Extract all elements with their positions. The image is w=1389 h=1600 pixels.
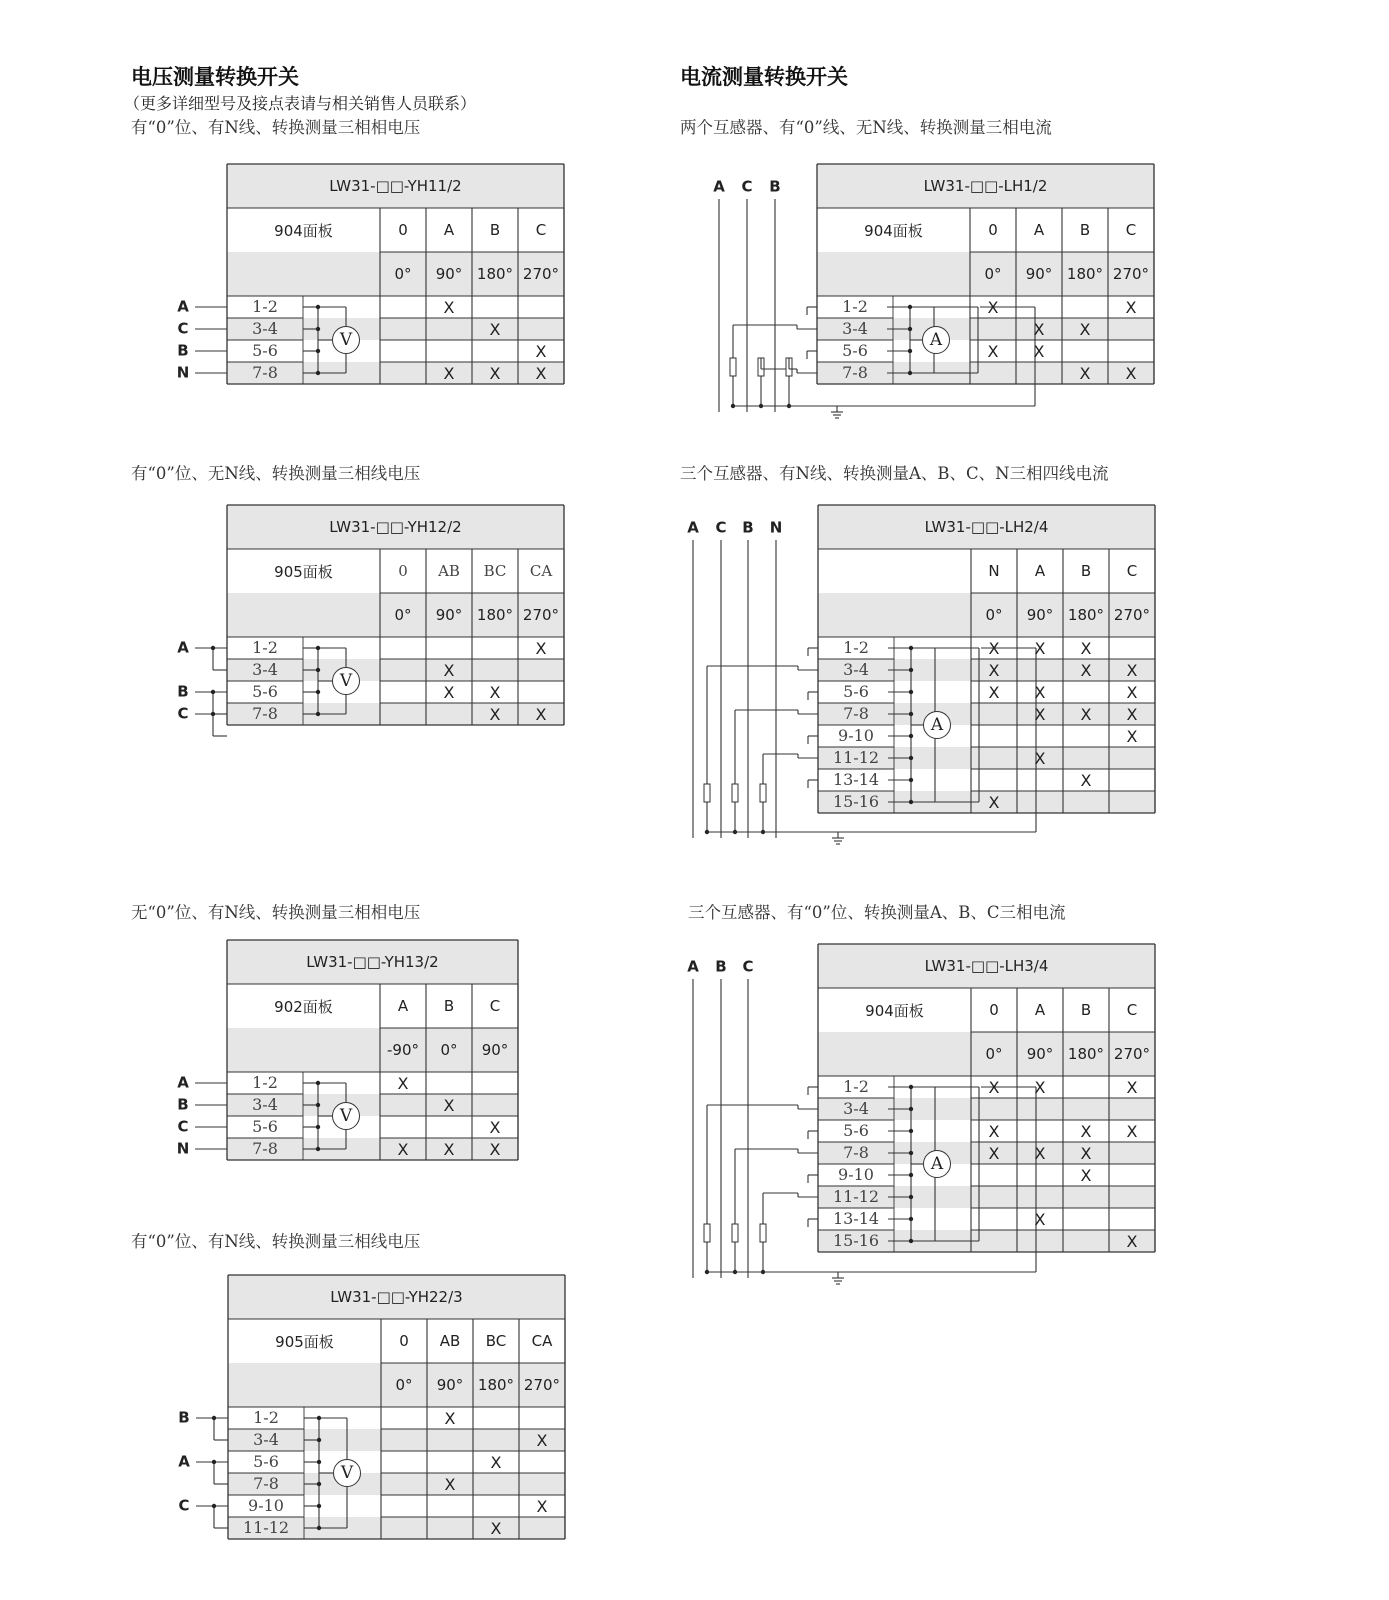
current-transformer bbox=[732, 1224, 738, 1242]
position-label: 0 bbox=[398, 562, 408, 580]
contact-closed-mark: X bbox=[1034, 749, 1046, 768]
contact-closed-mark: X bbox=[490, 1453, 502, 1472]
junction-dot bbox=[909, 1239, 913, 1243]
contact-closed-mark: X bbox=[1125, 298, 1137, 317]
caption-yh12: 有“0”位、无N线、转换测量三相线电压 bbox=[131, 464, 421, 483]
contact-label: 1-2 bbox=[842, 297, 868, 316]
angle-label: 90° bbox=[426, 252, 472, 296]
angle-label: 270° bbox=[519, 1363, 565, 1407]
caption-yh22: 有“0”位、有N线、转换测量三相线电压 bbox=[131, 1232, 421, 1251]
contact-closed-mark: X bbox=[988, 639, 1000, 658]
phase-label-n: N bbox=[176, 1139, 190, 1158]
position-label: AB bbox=[438, 562, 460, 580]
contact-label: 1-2 bbox=[843, 1077, 869, 1096]
position-label: B bbox=[489, 221, 501, 239]
voltage-section-title: 电压测量转换开关 bbox=[131, 65, 299, 89]
phase-label-a: A bbox=[687, 518, 699, 537]
angle-label: 0° bbox=[381, 1363, 427, 1407]
contact-sales-note: （更多详细型号及接点表请与相关销售人员联系） bbox=[124, 94, 477, 113]
phase-label-c: C bbox=[177, 1117, 189, 1136]
angle-label: 180° bbox=[1063, 1032, 1109, 1076]
meter-voltmeter: V bbox=[332, 326, 360, 354]
meter-ammeter: A bbox=[923, 711, 951, 739]
contact-closed-mark: X bbox=[987, 342, 999, 361]
contact-closed-mark: X bbox=[988, 1078, 1000, 1097]
contact-closed-mark: X bbox=[988, 1122, 1000, 1141]
contact-closed-mark: X bbox=[397, 1074, 409, 1093]
contact-closed-mark: X bbox=[444, 1409, 456, 1428]
caption-yh13: 无“0”位、有N线、转换测量三相相电压 bbox=[131, 903, 421, 922]
position-label: B bbox=[1080, 562, 1092, 580]
current-section-title: 电流测量转换开关 bbox=[680, 65, 848, 89]
phase-label-b: B bbox=[177, 682, 189, 701]
phase-label-b: B bbox=[769, 177, 781, 196]
phase-label-c: C bbox=[178, 1496, 190, 1515]
angle-label: 0° bbox=[426, 1028, 472, 1072]
contact-closed-mark: X bbox=[1079, 320, 1091, 339]
contact-closed-mark: X bbox=[988, 661, 1000, 680]
position-label: CA bbox=[529, 562, 553, 580]
contact-closed-mark: X bbox=[535, 639, 547, 658]
contact-label: 15-16 bbox=[832, 792, 880, 811]
phase-label-a: A bbox=[687, 957, 699, 976]
contact-closed-mark: X bbox=[443, 1096, 455, 1115]
junction-dot bbox=[909, 1217, 913, 1221]
phase-label-a: A bbox=[713, 177, 725, 196]
contact-label: 5-6 bbox=[252, 1117, 278, 1136]
position-label: C bbox=[535, 221, 547, 239]
phase-label-c: C bbox=[177, 704, 189, 723]
angle-label: 0° bbox=[380, 593, 426, 637]
junction-dot bbox=[909, 1107, 913, 1111]
angle-label: 270° bbox=[1109, 593, 1155, 637]
contact-closed-mark: X bbox=[443, 364, 455, 383]
contact-label: 3-4 bbox=[252, 1095, 278, 1114]
phase-label-c: C bbox=[742, 957, 754, 976]
angle-label: 270° bbox=[1108, 252, 1154, 296]
phase-label-a: A bbox=[177, 297, 189, 316]
model-header: LW31-□□-LH1/2 bbox=[817, 164, 1154, 208]
contact-label: 5-6 bbox=[253, 1452, 279, 1471]
panel-label: 904面板 bbox=[865, 1001, 924, 1020]
contact-closed-mark: X bbox=[1080, 771, 1092, 790]
caption-lh2: 三个互感器、有N线、转换测量A、B、C、N三相四线电流 bbox=[680, 464, 1109, 483]
angle-label: 180° bbox=[1062, 252, 1108, 296]
contact-label: 3-4 bbox=[252, 319, 278, 338]
angle-label: 0° bbox=[971, 1032, 1017, 1076]
junction-dot bbox=[909, 1129, 913, 1133]
contact-closed-mark: X bbox=[1079, 364, 1091, 383]
contact-closed-mark: X bbox=[1080, 639, 1092, 658]
junction-dot bbox=[909, 1151, 913, 1155]
position-label: A bbox=[1034, 562, 1046, 580]
contact-label: 3-4 bbox=[252, 660, 278, 679]
position-label: A bbox=[1033, 221, 1045, 239]
phase-label-b: B bbox=[742, 518, 754, 537]
panel-label: 904面板 bbox=[864, 221, 923, 240]
contact-closed-mark: X bbox=[443, 661, 455, 680]
position-label: A bbox=[397, 997, 409, 1015]
contact-label: 13-14 bbox=[832, 1209, 880, 1228]
contact-label: 9-10 bbox=[838, 1165, 874, 1184]
contact-closed-mark: X bbox=[443, 683, 455, 702]
angle-label: 180° bbox=[472, 593, 518, 637]
contact-label: 5-6 bbox=[252, 682, 278, 701]
current-transformer bbox=[704, 1224, 710, 1242]
contact-closed-mark: X bbox=[535, 342, 547, 361]
model-header: LW31-□□-YH13/2 bbox=[227, 940, 518, 984]
contact-closed-mark: X bbox=[1080, 1166, 1092, 1185]
phase-label-b: B bbox=[177, 1095, 189, 1114]
contact-label: 1-2 bbox=[843, 638, 869, 657]
position-label: B bbox=[1080, 1001, 1092, 1019]
panel-label: 904面板 bbox=[274, 221, 333, 240]
contact-label: 9-10 bbox=[838, 726, 874, 745]
contact-label: 9-10 bbox=[248, 1496, 284, 1515]
angle-label: 90° bbox=[1017, 1032, 1063, 1076]
current-transformer bbox=[760, 1224, 766, 1242]
angle-label: 270° bbox=[1109, 1032, 1155, 1076]
phase-label-n: N bbox=[176, 363, 190, 382]
contact-label: 1-2 bbox=[252, 638, 278, 657]
panel-label: 905面板 bbox=[274, 562, 333, 581]
position-label: 0 bbox=[989, 1001, 999, 1019]
contact-closed-mark: X bbox=[1126, 683, 1138, 702]
meter-voltmeter: V bbox=[332, 667, 360, 695]
contact-label: 11-12 bbox=[832, 1187, 880, 1206]
contact-label: 5-6 bbox=[843, 682, 869, 701]
position-label: 0 bbox=[988, 221, 998, 239]
caption-yh11: 有“0”位、有N线、转换测量三相相电压 bbox=[131, 118, 421, 137]
contact-label: 15-16 bbox=[832, 1231, 880, 1250]
junction-dot bbox=[909, 1195, 913, 1199]
panel-label: 902面板 bbox=[274, 997, 333, 1016]
angle-label: 90° bbox=[427, 1363, 473, 1407]
position-label: 0 bbox=[399, 1332, 409, 1350]
phase-label-a: A bbox=[177, 638, 189, 657]
contact-label: 13-14 bbox=[832, 770, 880, 789]
contact-closed-mark: X bbox=[1125, 364, 1137, 383]
contact-closed-mark: X bbox=[489, 705, 501, 724]
meter-ammeter: A bbox=[923, 1150, 951, 1178]
meter-voltmeter: V bbox=[332, 1102, 360, 1130]
contact-closed-mark: X bbox=[1034, 683, 1046, 702]
contact-label: 1-2 bbox=[253, 1408, 279, 1427]
contact-closed-mark: X bbox=[1034, 1210, 1046, 1229]
contact-closed-mark: X bbox=[397, 1140, 409, 1159]
contact-closed-mark: X bbox=[444, 1475, 456, 1494]
position-label: N bbox=[988, 562, 1000, 580]
position-label: B bbox=[1079, 221, 1091, 239]
contact-closed-mark: X bbox=[1080, 1122, 1092, 1141]
caption-lh1: 两个互感器、有“0”线、无N线、转换测量三相电流 bbox=[680, 118, 1052, 137]
angle-label: 90° bbox=[1016, 252, 1062, 296]
contact-label: 5-6 bbox=[252, 341, 278, 360]
phase-label-a: A bbox=[178, 1452, 190, 1471]
caption-lh3: 三个互感器、有“0”位、转换测量A、B、C三相电流 bbox=[688, 903, 1066, 922]
model-header: LW31-□□-LH3/4 bbox=[818, 944, 1155, 988]
position-label: C bbox=[1126, 1001, 1138, 1019]
contact-label: 7-8 bbox=[843, 704, 869, 723]
position-label: A bbox=[443, 221, 455, 239]
position-label: C bbox=[1126, 562, 1138, 580]
contact-closed-mark: X bbox=[1080, 705, 1092, 724]
contact-closed-mark: X bbox=[1080, 1144, 1092, 1163]
contact-closed-mark: X bbox=[490, 1519, 502, 1538]
contact-closed-mark: X bbox=[1080, 661, 1092, 680]
position-label: CA bbox=[531, 1332, 553, 1350]
contact-label: 3-4 bbox=[842, 319, 868, 338]
angle-label: 270° bbox=[518, 252, 564, 296]
position-label: B bbox=[443, 997, 455, 1015]
phase-label-n: N bbox=[769, 518, 783, 537]
angle-label: 90° bbox=[1017, 593, 1063, 637]
phase-label-b: B bbox=[177, 341, 189, 360]
angle-label: 270° bbox=[518, 593, 564, 637]
contact-closed-mark: X bbox=[443, 298, 455, 317]
angle-label: 0° bbox=[970, 252, 1016, 296]
contact-closed-mark: X bbox=[489, 320, 501, 339]
contact-label: 1-2 bbox=[252, 297, 278, 316]
contact-closed-mark: X bbox=[1126, 1232, 1138, 1251]
contact-closed-mark: X bbox=[988, 1144, 1000, 1163]
model-header: LW31-□□-YH11/2 bbox=[227, 164, 564, 208]
angle-label: 180° bbox=[1063, 593, 1109, 637]
contact-label: 5-6 bbox=[843, 1121, 869, 1140]
junction-dot bbox=[909, 1085, 913, 1089]
angle-label: 0° bbox=[380, 252, 426, 296]
contact-closed-mark: X bbox=[489, 364, 501, 383]
junction-dot bbox=[909, 1173, 913, 1177]
position-label: AB bbox=[439, 1332, 461, 1350]
contact-closed-mark: X bbox=[1034, 639, 1046, 658]
contact-closed-mark: X bbox=[1126, 661, 1138, 680]
contact-closed-mark: X bbox=[1034, 1144, 1046, 1163]
position-label: BC bbox=[485, 1332, 507, 1350]
angle-label: 180° bbox=[473, 1363, 519, 1407]
model-header: LW31-□□-YH22/3 bbox=[228, 1275, 565, 1319]
contact-label: 3-4 bbox=[253, 1430, 279, 1449]
angle-label: -90° bbox=[380, 1028, 426, 1072]
panel-label: 905面板 bbox=[275, 1332, 334, 1351]
model-header: LW31-□□-LH2/4 bbox=[818, 505, 1155, 549]
contact-closed-mark: X bbox=[1033, 320, 1045, 339]
phase-label-c: C bbox=[715, 518, 727, 537]
contact-label: 3-4 bbox=[843, 1099, 869, 1118]
contact-closed-mark: X bbox=[535, 705, 547, 724]
contact-label: 7-8 bbox=[842, 363, 868, 382]
contact-closed-mark: X bbox=[443, 1140, 455, 1159]
contact-label: 7-8 bbox=[252, 1139, 278, 1158]
contact-closed-mark: X bbox=[536, 1431, 548, 1450]
contact-label: 7-8 bbox=[252, 363, 278, 382]
meter-ammeter: A bbox=[922, 326, 950, 354]
position-label: C bbox=[1125, 221, 1137, 239]
contact-label: 1-2 bbox=[252, 1073, 278, 1092]
contact-closed-mark: X bbox=[1034, 705, 1046, 724]
contact-label: 11-12 bbox=[242, 1518, 290, 1537]
position-label: 0 bbox=[398, 221, 408, 239]
angle-label: 90° bbox=[426, 593, 472, 637]
position-label: BC bbox=[483, 562, 507, 580]
phase-label-c: C bbox=[741, 177, 753, 196]
angle-label: 180° bbox=[472, 252, 518, 296]
contact-closed-mark: X bbox=[1126, 1122, 1138, 1141]
phase-label-a: A bbox=[177, 1073, 189, 1092]
position-label: A bbox=[1034, 1001, 1046, 1019]
angle-label: 90° bbox=[472, 1028, 518, 1072]
contact-closed-mark: X bbox=[987, 298, 999, 317]
angle-label: 0° bbox=[971, 593, 1017, 637]
model-header: LW31-□□-YH12/2 bbox=[227, 505, 564, 549]
contact-label: 7-8 bbox=[253, 1474, 279, 1493]
contact-closed-mark: X bbox=[1126, 1078, 1138, 1097]
contact-closed-mark: X bbox=[988, 683, 1000, 702]
contact-closed-mark: X bbox=[489, 683, 501, 702]
contact-closed-mark: X bbox=[988, 793, 1000, 812]
contact-label: 7-8 bbox=[843, 1143, 869, 1162]
contact-closed-mark: X bbox=[1126, 705, 1138, 724]
contact-closed-mark: X bbox=[535, 364, 547, 383]
contact-label: 11-12 bbox=[832, 748, 880, 767]
contact-closed-mark: X bbox=[536, 1497, 548, 1516]
contact-closed-mark: X bbox=[489, 1140, 501, 1159]
phase-label-b: B bbox=[715, 957, 727, 976]
contact-closed-mark: X bbox=[1034, 1078, 1046, 1097]
phase-label-c: C bbox=[177, 319, 189, 338]
position-label: C bbox=[489, 997, 501, 1015]
contact-label: 7-8 bbox=[252, 704, 278, 723]
contact-closed-mark: X bbox=[1033, 342, 1045, 361]
contact-closed-mark: X bbox=[1126, 727, 1138, 746]
contact-label: 3-4 bbox=[843, 660, 869, 679]
meter-voltmeter: V bbox=[333, 1459, 361, 1487]
contact-label: 5-6 bbox=[842, 341, 868, 360]
contact-closed-mark: X bbox=[489, 1118, 501, 1137]
phase-label-b: B bbox=[178, 1408, 190, 1427]
